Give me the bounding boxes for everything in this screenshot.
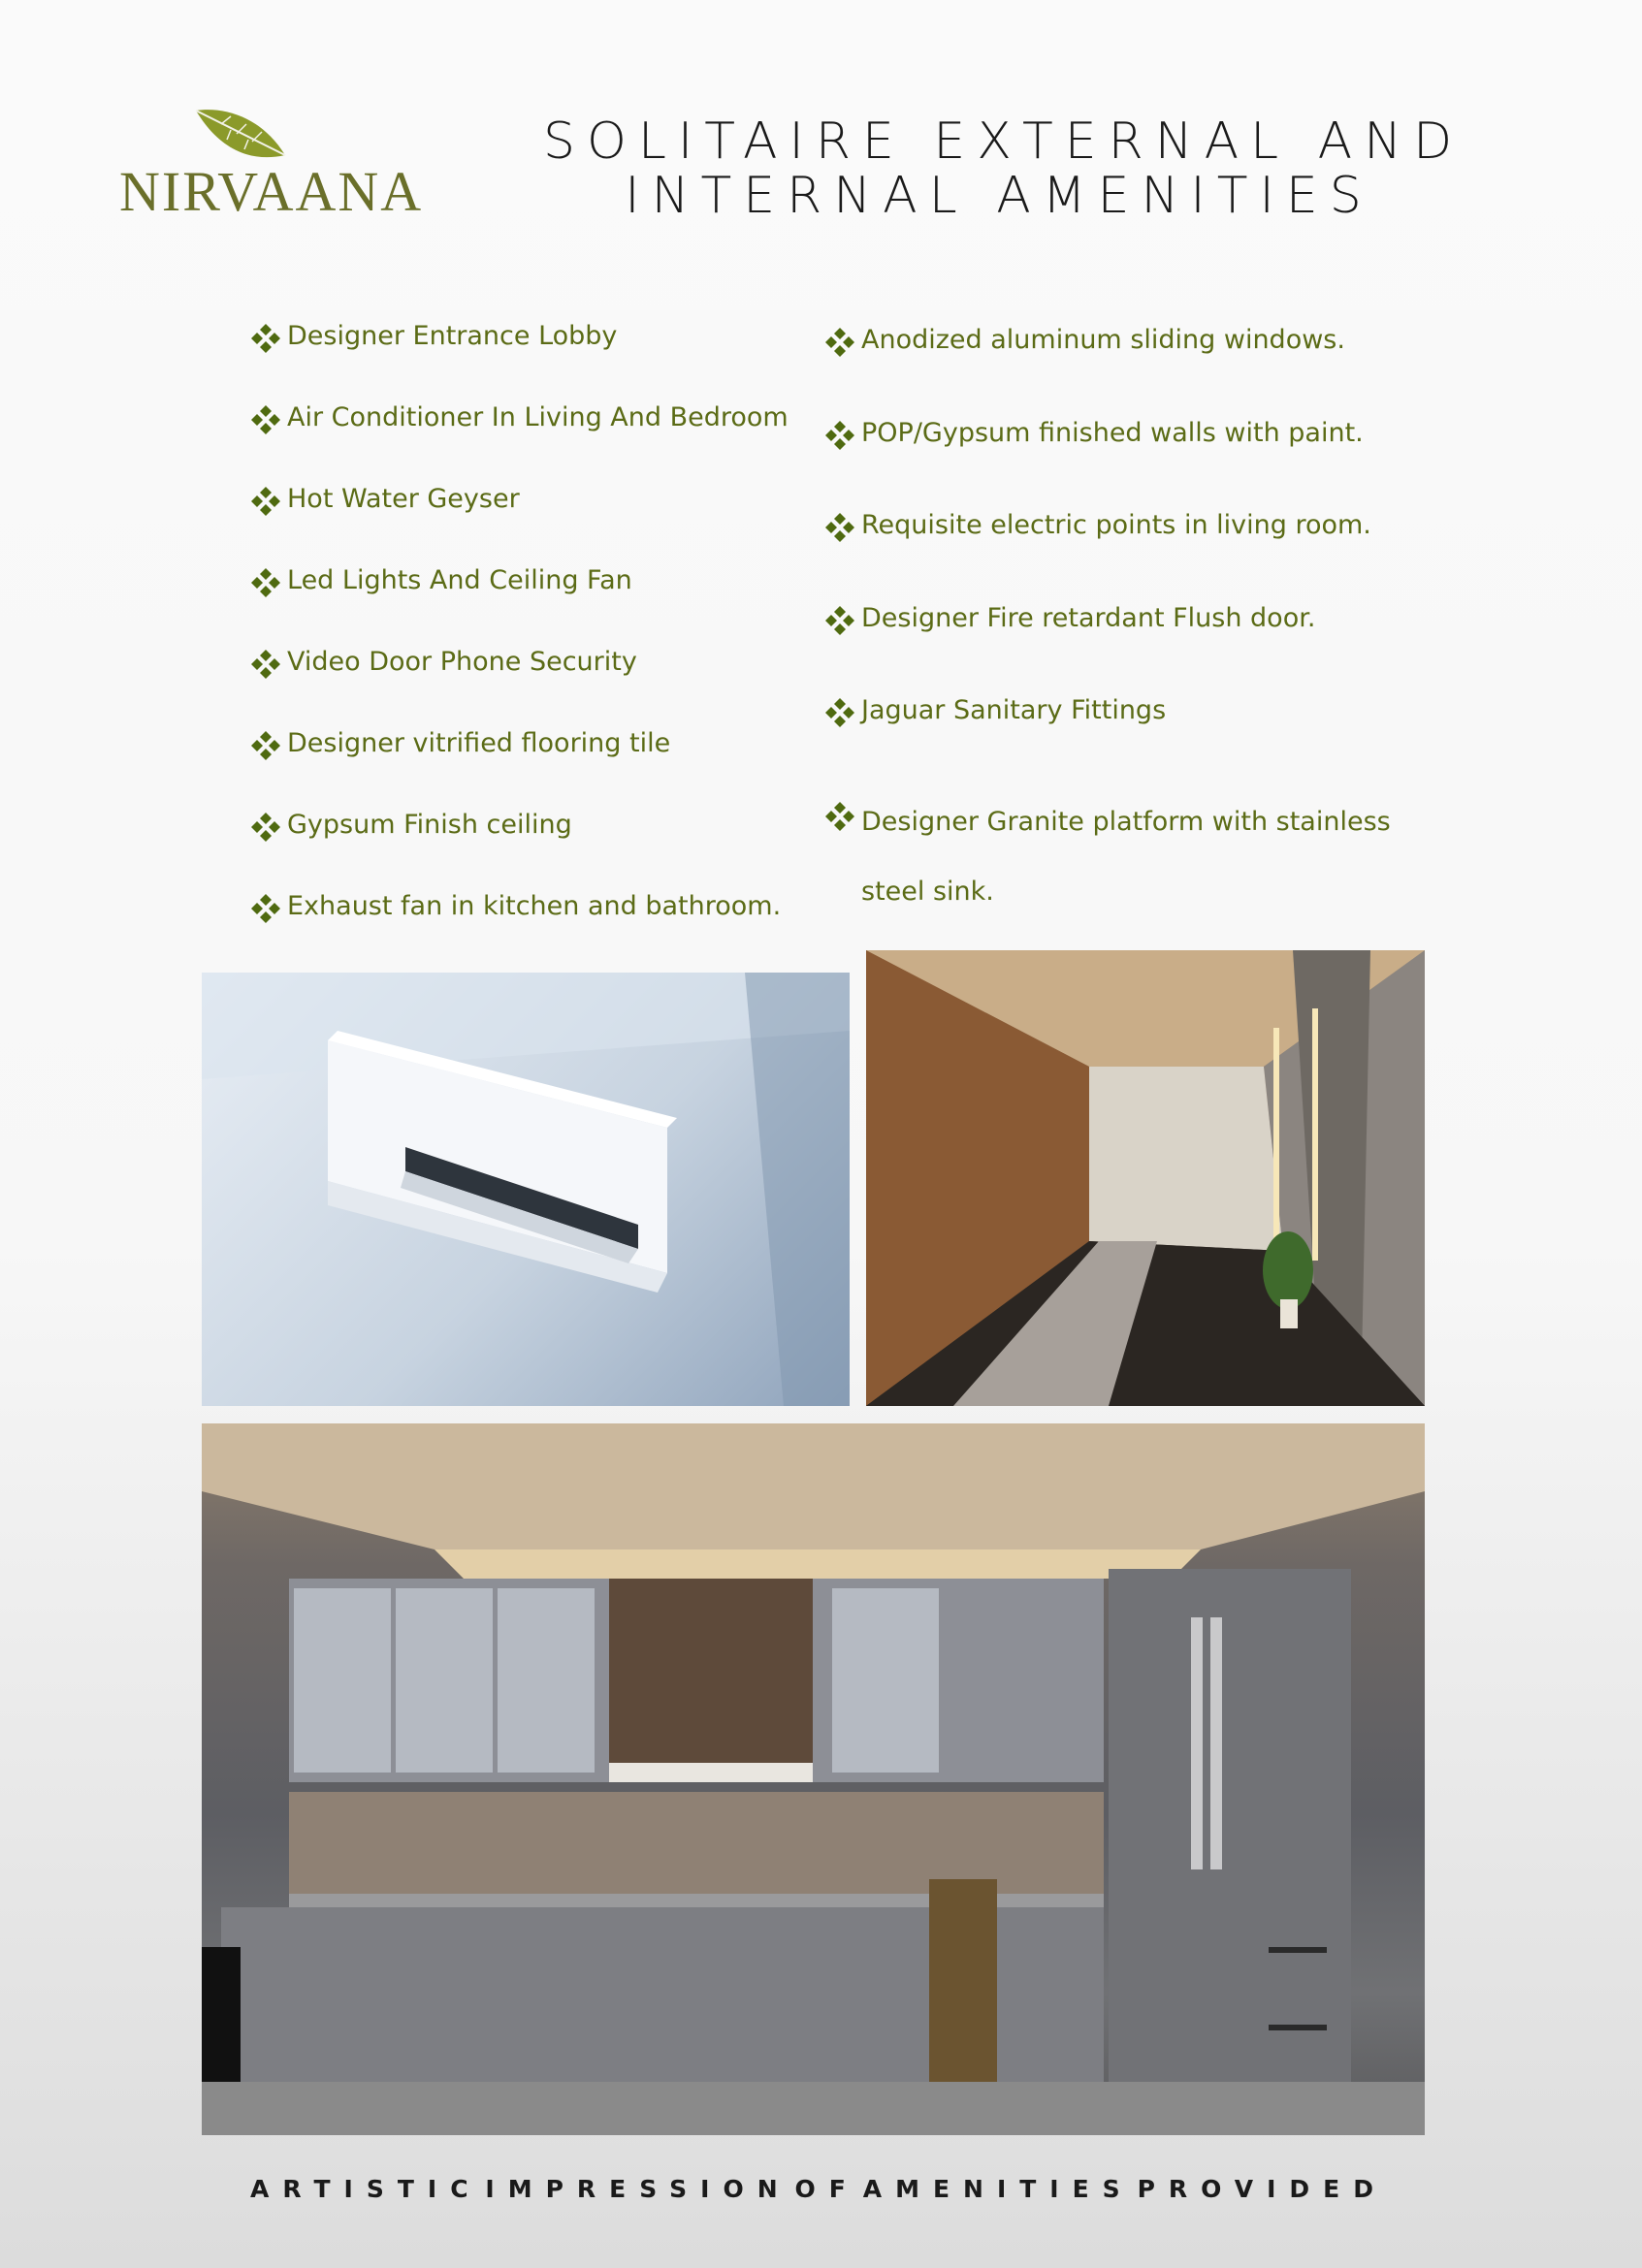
amenity-label: Video Door Phone Security bbox=[287, 647, 637, 677]
amenity-item bbox=[250, 320, 793, 401]
diamond-cluster-icon bbox=[250, 486, 281, 517]
diamond-cluster-icon bbox=[824, 327, 855, 358]
diamond-cluster-icon bbox=[824, 605, 855, 636]
amenity-label: Designer vitrified flooring tile bbox=[287, 728, 671, 758]
amenity-item bbox=[824, 509, 1426, 602]
title-line-1: SOLITAIRE EXTERNAL AND bbox=[543, 112, 1465, 171]
footer-word: PROVIDED bbox=[1137, 2175, 1387, 2203]
amenity-label: Hot Water Geyser bbox=[287, 484, 520, 514]
amenity-label: Designer Granite platform with stainless steel sink. bbox=[861, 806, 1391, 907]
diamond-cluster-icon bbox=[250, 649, 281, 680]
footer-word: IMPRESSION bbox=[485, 2175, 791, 2203]
amenity-label: Anodized aluminum sliding windows. bbox=[861, 325, 1345, 355]
amenity-label: Led Lights And Ceiling Fan bbox=[287, 565, 632, 595]
amenities-list-left bbox=[250, 320, 793, 972]
amenity-label: Gypsum Finish ceiling bbox=[287, 810, 572, 840]
amenity-item bbox=[824, 787, 1404, 907]
diamond-cluster-icon bbox=[250, 404, 281, 435]
lobby-photo bbox=[866, 950, 1425, 1406]
diamond-cluster-icon bbox=[250, 730, 281, 761]
amenity-item bbox=[250, 809, 793, 890]
brand-logo bbox=[114, 105, 424, 223]
amenity-item bbox=[250, 727, 793, 809]
amenity-item bbox=[250, 564, 793, 646]
air-conditioner-photo bbox=[202, 973, 850, 1406]
footer-word: AMENITIES bbox=[862, 2175, 1134, 2203]
amenity-item bbox=[250, 646, 793, 727]
amenities-list-right bbox=[824, 324, 1426, 907]
amenity-label: Requisite electric points in living room. bbox=[861, 510, 1371, 540]
amenity-item bbox=[824, 602, 1426, 695]
amenity-item bbox=[824, 694, 1426, 787]
page-title bbox=[543, 112, 1465, 225]
amenity-item bbox=[250, 483, 793, 564]
amenity-label: Air Conditioner In Living And Bedroom bbox=[287, 402, 789, 432]
logo-wordmark: NIRVAANA bbox=[119, 160, 424, 223]
amenity-label: Jaguar Sanitary Fittings bbox=[861, 695, 1167, 725]
footer-word: ARTISTIC bbox=[250, 2175, 482, 2203]
diamond-cluster-icon bbox=[824, 512, 855, 543]
amenity-item bbox=[250, 890, 793, 972]
diamond-cluster-icon bbox=[250, 893, 281, 924]
amenity-label: POP/Gypsum finished walls with paint. bbox=[861, 417, 1364, 448]
diamond-cluster-icon bbox=[824, 420, 855, 451]
diamond-cluster-icon bbox=[250, 567, 281, 598]
amenity-label: Exhaust fan in kitchen and bathroom. bbox=[287, 891, 782, 921]
diamond-cluster-icon bbox=[250, 323, 281, 354]
diamond-cluster-icon bbox=[824, 801, 855, 832]
amenity-label: Designer Fire retardant Flush door. bbox=[861, 602, 1316, 633]
amenity-item bbox=[824, 324, 1426, 417]
amenity-item bbox=[250, 401, 793, 483]
footer-word: OF bbox=[794, 2175, 859, 2203]
diamond-cluster-icon bbox=[250, 812, 281, 843]
diamond-cluster-icon bbox=[824, 697, 855, 728]
title-line-2: INTERNAL AMENITIES bbox=[625, 167, 1373, 225]
kitchen-photo bbox=[202, 1423, 1425, 2135]
amenity-label: Designer Entrance Lobby bbox=[287, 321, 618, 351]
footer-caption bbox=[250, 2175, 1387, 2203]
amenity-item bbox=[824, 417, 1426, 510]
